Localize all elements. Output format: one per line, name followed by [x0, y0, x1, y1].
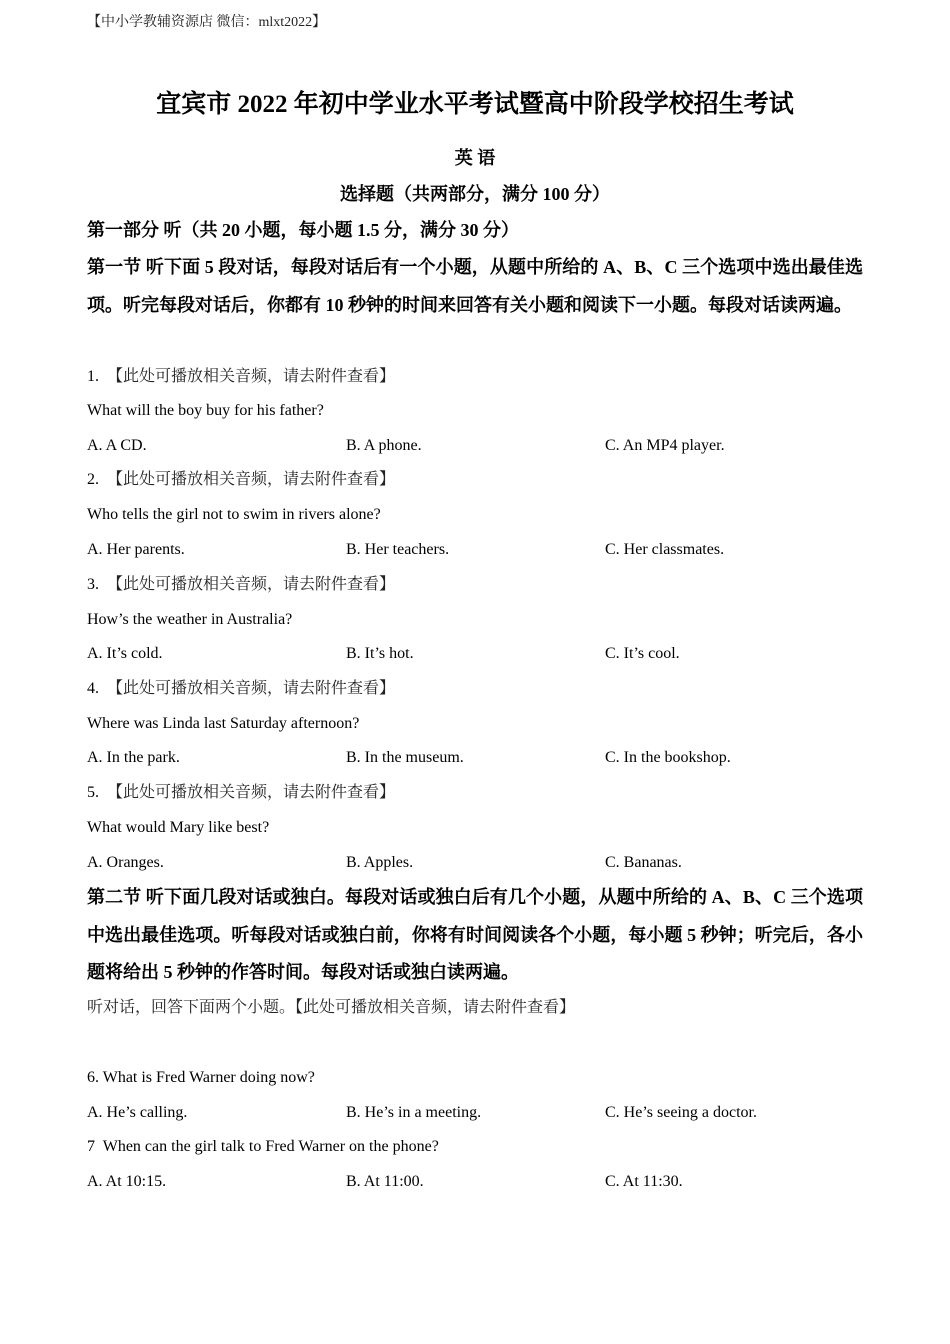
audio-placeholder-link[interactable]: 【此处可播放相关音频，请去附件查看】	[107, 471, 396, 488]
question-2-option-b: B. Her teachers.	[346, 541, 450, 558]
question-number: 4.	[87, 680, 99, 697]
audio-placeholder-link[interactable]: 【此处可播放相关音频，请去附件查看】	[107, 368, 396, 385]
header-note: 【中小学教辅资源店 微信：mlxt2022】	[87, 15, 327, 30]
part1-heading: 第一部分 听（共 20 小题，每小题 1.5 分，满分 30 分）	[87, 220, 519, 240]
question-7-text: 7 When can the girl talk to Fred Warner on the phone?	[87, 1138, 439, 1155]
question-1-option-b: B. A phone.	[346, 437, 422, 454]
question-2-audio	[87, 469, 395, 491]
question-2-option-a: A. Her parents.	[87, 541, 185, 558]
question-number: 2.	[87, 471, 99, 488]
question-2-option-c: C. Her classmates.	[605, 541, 725, 558]
dialogue-intro: 听对话，回答下面两个小题。【此处可播放相关音频，请去附件查看】	[87, 999, 576, 1016]
exam-title: 宜宾市 2022 年初中学业水平考试暨高中阶段学校招生考试	[156, 91, 794, 118]
question-2-text: Who tells the girl not to swim in rivers alone?	[87, 506, 381, 523]
question-5-text: What would Mary like best?	[87, 819, 270, 836]
question-3-option-c: C. It’s cool.	[605, 645, 680, 662]
question-1-option-c: C. An MP4 player.	[605, 437, 725, 454]
question-4-option-a: A. In the park.	[87, 749, 180, 766]
question-5-option-c: C. Bananas.	[605, 854, 682, 871]
question-4-option-c: C. In the bookshop.	[605, 749, 731, 766]
question-5-option-a: A. Oranges.	[87, 854, 164, 871]
question-3-text: How’s the weather in Australia?	[87, 611, 293, 628]
question-1-option-a: A. A CD.	[87, 437, 147, 454]
question-4-option-b: B. In the museum.	[346, 749, 464, 766]
question-4-audio	[87, 678, 395, 700]
question-1-text: What will the boy buy for his father?	[87, 402, 324, 419]
question-number: 1.	[87, 368, 99, 385]
question-4-text: Where was Linda last Saturday afternoon?	[87, 715, 360, 732]
subject-title: 英 语	[454, 148, 496, 168]
question-6-option-c: C. He’s seeing a doctor.	[605, 1104, 757, 1121]
question-7-option-c: C. At 11:30.	[605, 1173, 683, 1190]
question-6-option-b: B. He’s in a meeting.	[346, 1104, 482, 1121]
question-5-audio	[87, 782, 395, 804]
question-3-option-a: A. It’s cold.	[87, 645, 163, 662]
section1-instruction: 第一节 听下面 5 段对话，每段对话后有一个小题，从题中所给的 A、B、C 三个选项中选出最佳选项。听完每段对话后，你都有 10 秒钟的时间来回答有关小题和阅读下一小题。每段对话读两遍。	[87, 257, 863, 315]
question-1-audio	[87, 366, 395, 388]
choice-section-heading: 选择题（共两部分，满分 100 分）	[340, 184, 610, 204]
question-number: 3.	[87, 576, 99, 593]
question-number: 5.	[87, 784, 99, 801]
section2-instruction: 第二节 听下面几段对话或独白。每段对话或独白后有几个小题，从题中所给的 A、B、C 三个选项中选出最佳选项。听每段对话或独白前，你将有时间阅读各个小题，每小题 5 秒钟；听完后，各小题将给出 5 秒钟的作答时间。每段对话或独白读两遍。	[87, 887, 863, 982]
question-6-option-a: A. He’s calling.	[87, 1104, 188, 1121]
audio-placeholder-link[interactable]: 【此处可播放相关音频，请去附件查看】	[107, 576, 396, 593]
question-7-option-a: A. At 10:15.	[87, 1173, 167, 1190]
question-3-audio	[87, 574, 395, 596]
audio-placeholder-link[interactable]: 【此处可播放相关音频，请去附件查看】	[107, 680, 396, 697]
question-5-option-b: B. Apples.	[346, 854, 414, 871]
question-7-option-b: B. At 11:00.	[346, 1173, 424, 1190]
question-3-option-b: B. It’s hot.	[346, 645, 414, 662]
question-6-text: 6. What is Fred Warner doing now?	[87, 1069, 315, 1086]
audio-placeholder-link[interactable]: 【此处可播放相关音频，请去附件查看】	[107, 784, 396, 801]
